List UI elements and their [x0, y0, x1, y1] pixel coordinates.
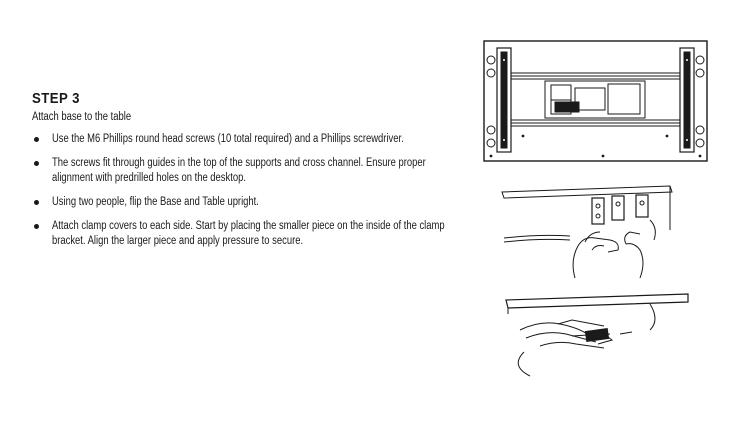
instruction-text: Use the M6 Phillips round head screws (10 total required) and a Phillips screwdriver.: [52, 133, 404, 145]
instruction-item: [32, 132, 472, 147]
step-heading: STEP 3: [32, 90, 80, 107]
base-top-view-illustration: [483, 40, 708, 162]
bullet-icon: [34, 137, 39, 142]
instruction-item: [32, 195, 472, 210]
bullet-icon: [34, 200, 39, 205]
clamp-cover-illustration: [500, 290, 690, 385]
instruction-list: [32, 132, 472, 249]
step-subtitle: Attach base to the table: [32, 111, 132, 123]
instruction-text: Using two people, flip the Base and Table upright.: [52, 196, 259, 208]
instruction-item: [32, 156, 472, 186]
instructions-column: [32, 90, 472, 258]
bullet-icon: [34, 161, 39, 166]
instruction-item: [32, 219, 472, 249]
flip-table-illustration: [500, 180, 690, 280]
bullet-icon: [34, 224, 39, 229]
instruction-text: Attach clamp covers to each side. Start by placing the smaller piece on the inside of the clamp bracket. Align the larger piece and apply pressure to secure.: [52, 220, 445, 247]
instruction-text: The screws fit through guides in the top of the supports and cross channel. Ensure proper alignment with predrilled holes on the desktop.: [52, 157, 426, 184]
